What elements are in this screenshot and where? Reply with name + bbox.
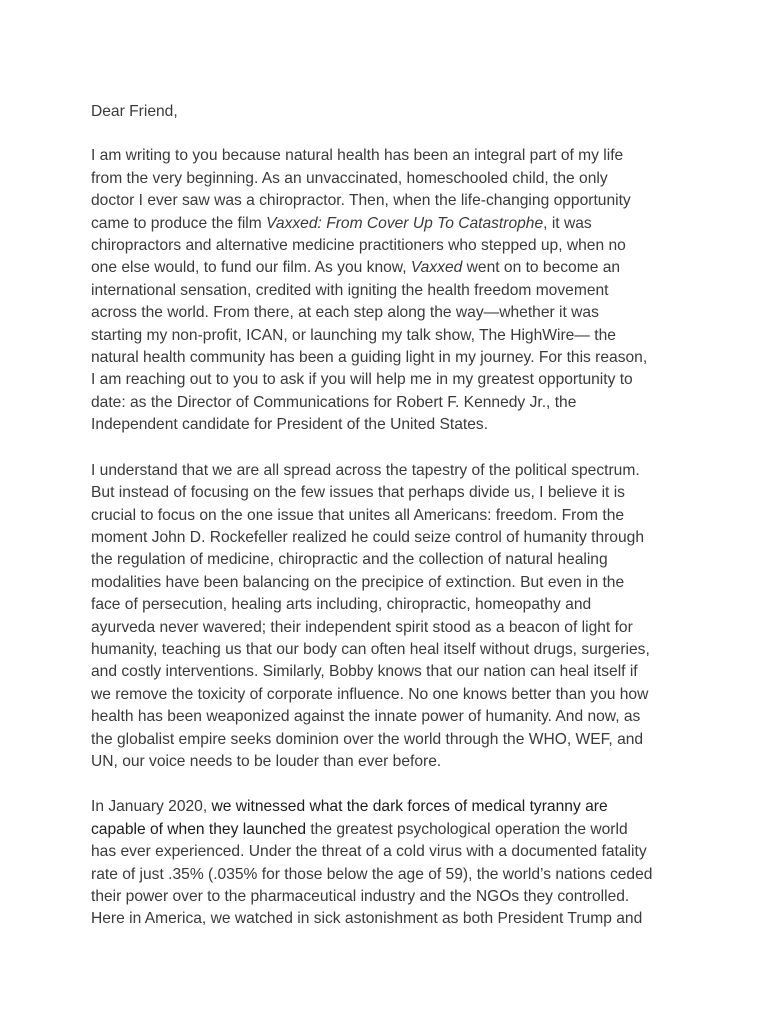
paragraph-january-2020-text-1: In January 2020,: [91, 798, 212, 816]
film-title-short: Vaxxed: [410, 259, 463, 277]
paragraph-intro-text-2: , it was chiropractors and alternative medicine practitioners who stepped up, when no one else would, to fund our film. As you know,: [91, 214, 626, 277]
film-title: Vaxxed: From Cover Up To Catastrophe: [266, 214, 544, 232]
letter-body: [91, 101, 681, 931]
paragraph-freedom: I understand that we are all spread across the tapestry of the political spectrum. But instead of focusing on the few issues that perhaps divide us, I believe it is crucial to focus on the one issue that unites all Americans: freedom. From the moment John D. Rockefeller realized he could seize control of humanity through the regulation of medicine, chiropractic and the collection of natural healing modalities have been balancing on the precipice of extinction. But even in the face of persecution, healing arts including, chiropractic, homeopathy and ayurveda never wavered; their independent spirit stood as a beacon of light for humanity, teaching us that our body can often heal itself without drugs, surgeries, and costly interventions. Similarly, Bobby knows that our nation can heal itself if we remove the toxicity of corporate influence. No one knows better than you how health has been weaponized against the innate power of humanity. And now, as the globalist empire seeks dominion over the world through the WHO, WEF, and UN, our voice needs to be louder than ever before.: [91, 461, 650, 770]
letter-greeting: Dear Friend,: [91, 103, 178, 120]
paragraph-january-2020-text-3: the greatest psychological operation the world has ever experienced. Under the threat of a cold virus with a documented fatality rate of just .35% (.035% for those below the age of 59), the world’s nations ceded their power over to the pharmaceutical industry and the NGOs they controlled. Here in America, we watched in sick astonishment as both President Trump and: [91, 820, 653, 928]
paragraph-intro-text-3: went on to become an international sensation, credited with igniting the health freedom movement across the world. From there, at each step along the way—whether it was starting my non-profit, ICAN, or launching my talk show, The HighWire— the natural health community has been a guiding light in my journey. For this reason, I am reaching out to you to ask if you will help me in my greatest opportunity to date: as the Director of Communications for Robert F. Kennedy Jr., the Independent candidate for President of the United States.: [91, 259, 648, 434]
paragraph-intro: [91, 145, 681, 436]
paragraph-intro-text-1: I am writing to you because natural health has been an integral part of my life from the very beginning. As an unvaccinated, homeschooled child, the only doctor I ever saw was a chiropractor. Then, when the life-changing opportunity came to produce the film: [91, 147, 631, 232]
paragraph-january-2020: [91, 796, 681, 930]
paragraph-january-2020-highlight: we witnessed what the dark forces of medical tyranny are capable of when they launched: [91, 798, 608, 838]
